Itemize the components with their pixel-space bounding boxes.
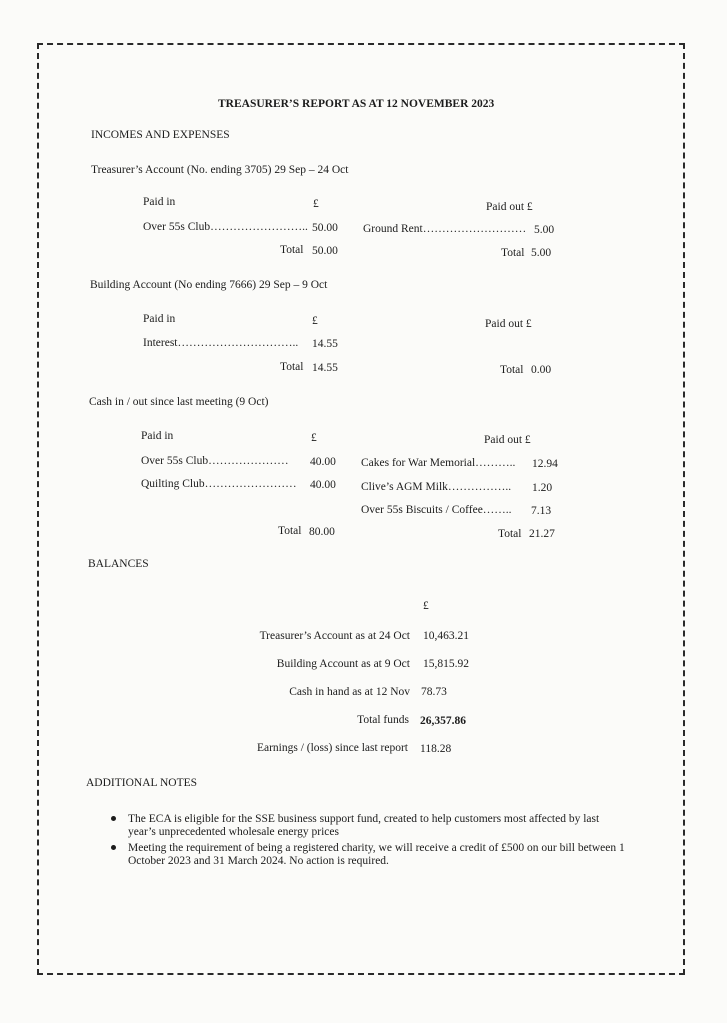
note-item: Meeting the requirement of being a registered charity, we will receive a credit of £500 on our bill between 1 October 2023 and 31 March 2024. No action is required. [128,842,625,867]
balance-label: Total funds [357,714,409,726]
paid-in-currency: £ [313,198,319,210]
paid-in-item: Interest………………………….. [143,337,299,349]
total-in-amount: 14.55 [312,362,338,374]
paid-in-amount: 40.00 [310,456,336,468]
paid-out-item: Cakes for War Memorial……….. [361,457,516,469]
balances-heading: BALANCES [88,558,149,570]
paid-out-amount: 7.13 [531,505,552,517]
bullet-icon [111,845,116,850]
balance-label: Cash in hand as at 12 Nov [289,686,410,698]
balance-amount: 15,815.92 [423,658,469,670]
section-heading-treasurer-account: Treasurer’s Account (No. ending 3705) 29 Sep – 24 Oct [91,164,349,176]
paid-in-amount: 40.00 [310,479,336,491]
incomes-heading: INCOMES AND EXPENSES [91,129,230,141]
balance-amount: 78.73 [421,686,447,698]
paid-in-item: Over 55s Club………………… [141,455,289,467]
balance-label: Earnings / (loss) since last report [256,742,408,754]
paid-in-amount: 14.55 [312,338,338,350]
total-in-label: Total [278,525,302,537]
paid-out-label: Paid out £ [485,318,532,330]
bullet-icon [111,816,116,821]
paid-out-item: Clive’s AGM Milk…………….. [361,481,512,493]
balance-amount: 118.28 [420,743,452,755]
total-in-label: Total [280,244,304,256]
paid-in-item: Over 55s Club…………………….. [143,221,308,233]
paid-out-amount: 1.20 [532,482,553,494]
paid-out-label: Paid out £ [484,434,531,446]
paid-in-currency: £ [311,432,317,444]
paid-in-currency: £ [312,315,318,327]
paid-in-label: Paid in [143,196,176,208]
balances-currency: £ [423,600,429,612]
paid-out-label: Paid out £ [486,201,533,213]
total-out-label: Total [498,528,522,540]
paid-in-amount: 50.00 [312,222,338,234]
section-heading-cash: Cash in / out since last meeting (9 Oct) [89,396,269,408]
total-out-label: Total [500,364,524,376]
paid-in-label: Paid in [143,313,176,325]
total-in-label: Total [280,361,304,373]
paid-out-item: Ground Rent……………………… [363,223,527,235]
paid-out-amount: 12.94 [532,458,558,470]
balance-amount: 10,463.21 [423,630,469,642]
total-out-label: Total [501,247,525,259]
notes-heading: ADDITIONAL NOTES [86,777,198,789]
total-out-amount: 0.00 [531,364,552,376]
note-item: The ECA is eligible for the SSE business support fund, created to help customers most affected by last year’s unprecedented wholesale energy prices [128,813,600,838]
balance-label: Building Account as at 9 Oct [276,658,410,670]
section-heading-building-account: Building Account (No ending 7666) 29 Sep – 9 Oct [90,279,328,291]
total-out-amount: 21.27 [529,528,555,540]
total-in-amount: 80.00 [309,526,335,538]
paid-out-item: Over 55s Biscuits / Coffee…….. [361,504,512,516]
paid-out-amount: 5.00 [534,224,555,236]
balance-label: Treasurer’s Account as at 24 Oct [259,630,410,642]
total-funds-amount: 26,357.86 [420,715,466,727]
paid-in-label: Paid in [141,430,174,442]
paid-in-item: Quilting Club…………………… [141,478,297,490]
report-title: TREASURER’S REPORT AS AT 12 NOVEMBER 2023 [218,98,495,110]
total-out-amount: 5.00 [531,247,552,259]
total-in-amount: 50.00 [312,245,338,257]
